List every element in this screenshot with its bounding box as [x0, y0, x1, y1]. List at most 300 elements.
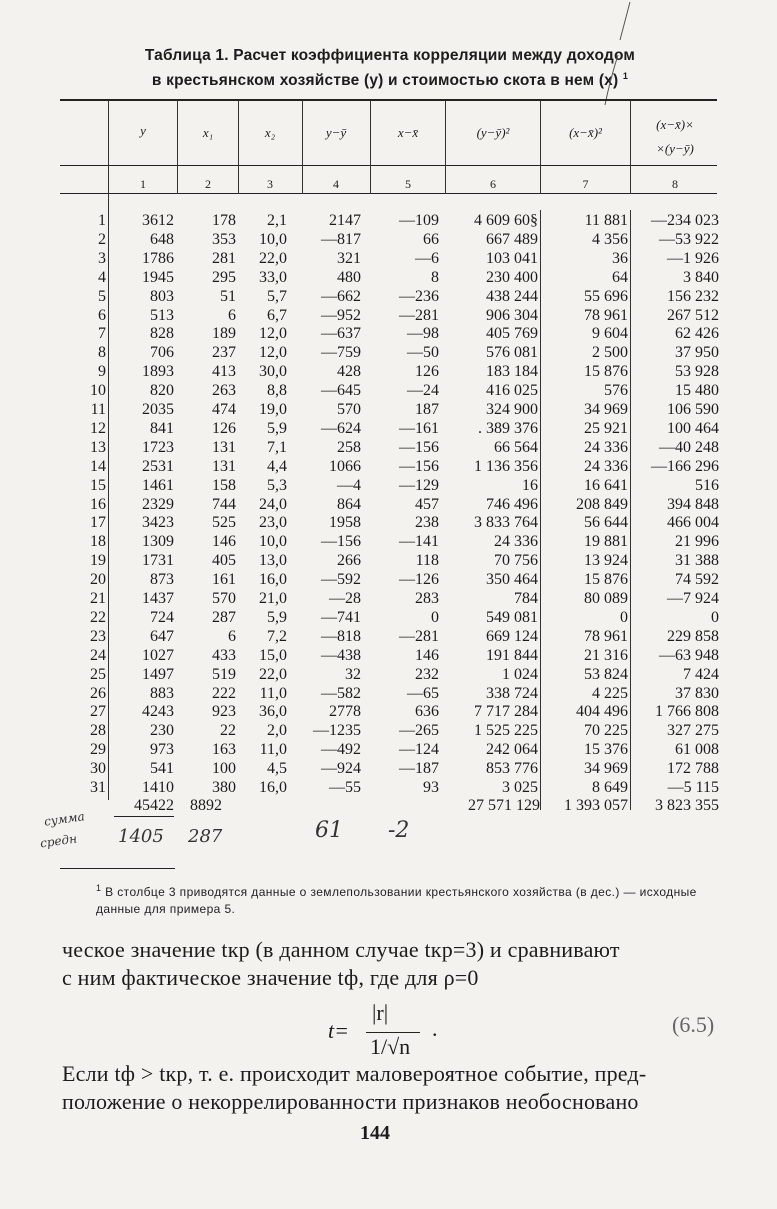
col-number: 8	[672, 177, 678, 191]
row-number: 14	[90, 457, 106, 475]
table-row	[0, 646, 777, 665]
row-number: 18	[90, 533, 106, 551]
row-number: 27	[90, 703, 106, 721]
cell-y-dev-sq: 242 064	[486, 741, 538, 759]
pen-scribble-icon	[560, 0, 640, 110]
cell-x-dev: —187	[399, 760, 439, 778]
cell-x-dev-sq: 56 644	[584, 514, 628, 532]
cell-y-dev: —592	[321, 571, 361, 589]
cell-y: 4243	[142, 703, 174, 721]
cell-product: 37 830	[675, 684, 719, 702]
cell-y: 1437	[142, 590, 174, 607]
cell-product: 74 592	[675, 571, 719, 589]
cell-x1: 263	[212, 382, 236, 400]
formula-dot: .	[432, 1016, 438, 1041]
cell-y: 1723	[142, 438, 174, 456]
cell-y: 3612	[142, 212, 174, 229]
table-row	[0, 457, 777, 476]
cell-y: 1410	[142, 779, 174, 796]
cell-x-dev-sq: 78 961	[584, 306, 628, 324]
cell-y: 883	[150, 684, 174, 702]
cell-y-dev-sq: 66 564	[494, 438, 538, 456]
cell-x-dev: —6	[415, 249, 439, 267]
table-row	[0, 495, 777, 514]
equation-number: (6.5)	[672, 1012, 715, 1037]
total-c6: 27 571 129	[468, 797, 540, 814]
cell-x-dev-sq: 8 649	[592, 779, 628, 796]
cell-product: —7 924	[667, 590, 719, 607]
handwritten-mean-x: 287	[188, 826, 223, 847]
cell-x1: 189	[212, 325, 236, 343]
table-row	[0, 249, 777, 268]
cell-y-dev: —924	[321, 760, 361, 778]
body-line-2: с ним фактическое значение tф, где для ρ=0	[62, 965, 479, 990]
cell-product: 31 388	[675, 552, 719, 570]
cell-x1: 51	[220, 287, 236, 305]
cell-y-dev-sq: 4 609 60§	[474, 212, 538, 229]
cell-y: 2531	[142, 457, 174, 475]
cell-y-dev: 864	[337, 495, 361, 513]
table-row	[0, 589, 777, 608]
row-number: 29	[90, 741, 106, 759]
cell-x2: 13,0	[259, 552, 287, 570]
cell-product: 1 766 808	[655, 703, 719, 721]
cell-x-dev: —98	[407, 325, 439, 343]
cell-y-dev-sq: 230 400	[486, 268, 538, 286]
header-product-1: (x−x̄)×	[656, 117, 694, 132]
cell-x1: 380	[212, 779, 236, 796]
cell-y-dev-sq: 549 081	[486, 608, 538, 626]
cell-y-dev: 258	[337, 438, 361, 456]
table-row	[0, 702, 777, 721]
cell-x1: 744	[212, 495, 236, 513]
cell-x1: 519	[212, 665, 236, 683]
row-number: 9	[98, 363, 106, 381]
cell-product: 53 928	[675, 363, 719, 381]
cell-x-dev-sq: 9 604	[592, 325, 628, 343]
cell-x-dev-sq: 55 696	[584, 287, 628, 305]
table-row	[0, 324, 777, 343]
cell-x2: 19,0	[259, 401, 287, 418]
cell-x-dev-sq: 36	[612, 249, 628, 267]
cell-x-dev: 126	[415, 363, 439, 381]
cell-product: 15 480	[675, 382, 719, 400]
table-row	[0, 778, 777, 797]
cell-y-dev-sq: 906 304	[486, 306, 538, 324]
formula-numerator: |r|	[372, 1000, 389, 1025]
cell-x1: 222	[212, 684, 236, 702]
cell-x2: 10,0	[259, 230, 287, 248]
cell-y-dev-sq: 350 464	[486, 571, 538, 589]
cell-x2: 2,0	[267, 722, 287, 740]
cell-product: 62 426	[675, 325, 719, 343]
row-number: 17	[90, 514, 106, 532]
cell-x-dev: —236	[399, 287, 439, 305]
cell-x-dev: —109	[399, 212, 439, 229]
cell-y-dev-sq: 70 756	[494, 552, 538, 570]
col-number: 7	[582, 177, 589, 191]
cell-product: 394 848	[667, 495, 719, 513]
cell-x2: 8,8	[267, 382, 287, 400]
row-number: 3	[98, 249, 106, 267]
cell-x-dev: 187	[415, 401, 439, 418]
row-number: 21	[90, 590, 106, 607]
cell-y-dev: 32	[345, 665, 361, 683]
cell-x1: 178	[212, 212, 236, 229]
cell-y-dev-sq: 746 496	[486, 495, 538, 513]
cell-y-dev: 1958	[329, 514, 361, 532]
cell-x-dev: —156	[399, 438, 439, 456]
table-row	[0, 268, 777, 287]
cell-x-dev-sq: 19 881	[584, 533, 628, 551]
cell-y-dev: —28	[329, 590, 361, 607]
header-x1: x₁	[202, 125, 214, 140]
table-row	[0, 740, 777, 759]
cell-x-dev-sq: 25 921	[584, 419, 628, 437]
cell-y: 1497	[142, 665, 174, 683]
cell-x2: 12,0	[259, 325, 287, 343]
cell-x2: 36,0	[259, 703, 287, 721]
cell-y: 230	[150, 722, 174, 740]
cell-y: 873	[150, 571, 174, 589]
cell-y: 1731	[142, 552, 174, 570]
cell-y-dev: —817	[321, 230, 361, 248]
table-row	[0, 287, 777, 306]
cell-x-dev: —65	[407, 684, 439, 702]
cell-x1: 433	[212, 646, 236, 664]
cell-y-dev: 266	[337, 552, 361, 570]
cell-x-dev-sq: 0	[620, 608, 628, 626]
cell-x1: 287	[212, 608, 236, 626]
cell-product: —1 926	[667, 249, 719, 267]
cell-y-dev: —156	[321, 533, 361, 551]
cell-x-dev-sq: 15 876	[584, 363, 628, 381]
cell-y-dev-sq: 784	[514, 590, 538, 607]
cell-y-dev: —624	[321, 419, 361, 437]
cell-x1: 525	[212, 514, 236, 532]
cell-x1: 158	[212, 476, 236, 494]
cell-product: —5 115	[667, 779, 719, 796]
cell-y-dev-sq: 16	[522, 476, 538, 494]
handwritten-sum-label: сумма	[43, 809, 86, 829]
table-row	[0, 419, 777, 438]
col-number: 2	[205, 177, 211, 191]
cell-x-dev-sq: 4 356	[592, 230, 628, 248]
cell-x1: 413	[212, 363, 236, 381]
table-row	[0, 306, 777, 325]
cell-x-dev-sq: 2 500	[592, 344, 628, 362]
cell-x-dev: 93	[423, 779, 439, 796]
cell-product: —40 248	[659, 438, 719, 456]
cell-x1: 100	[212, 760, 236, 778]
cell-x1: 281	[212, 249, 236, 267]
cell-y-dev: —645	[321, 382, 361, 400]
row-number: 1	[98, 212, 106, 229]
cell-y: 1027	[142, 646, 174, 664]
cell-product: 37 950	[675, 344, 719, 362]
row-number: 19	[90, 552, 106, 570]
cell-x-dev: 283	[415, 590, 439, 607]
cell-x-dev-sq: 70 225	[584, 722, 628, 740]
cell-x2: 33,0	[259, 268, 287, 286]
cell-x-dev-sq: 80 089	[584, 590, 628, 607]
cell-y-dev-sq: 416 025	[486, 382, 538, 400]
cell-y: 803	[150, 287, 174, 305]
cell-y-dev: —1235	[313, 722, 361, 740]
cell-y: 828	[150, 325, 174, 343]
col-number: 3	[267, 177, 273, 191]
cell-x-dev: 636	[415, 703, 439, 721]
cell-x2: 5,3	[267, 476, 287, 494]
header-product-2: ×(y−ȳ)	[656, 141, 694, 156]
cell-product: 7 424	[683, 665, 719, 683]
caption-line-1: Таблица 1. Расчет коэффициента корреляции между доходом	[144, 47, 636, 64]
cell-y-dev: 480	[337, 268, 361, 286]
cell-y-dev: —4	[337, 476, 361, 494]
table-row	[0, 721, 777, 740]
cell-x2: 11,0	[259, 684, 287, 702]
cell-x-dev: —281	[399, 306, 439, 324]
body-line-1: ческое значение tкр (в данном случае tкр=3) и сравнивают	[62, 937, 620, 962]
row-number: 23	[90, 627, 106, 645]
cell-y-dev: —818	[321, 627, 361, 645]
cell-x-dev: —141	[399, 533, 439, 551]
cell-x2: 16,0	[259, 779, 287, 796]
row-number: 22	[90, 608, 106, 626]
header-x2: x₂	[264, 125, 276, 140]
cell-x-dev-sq: 64	[612, 268, 628, 286]
total-c8: 3 823 355	[655, 797, 719, 814]
row-number: 15	[90, 476, 106, 494]
row-number: 20	[90, 571, 106, 589]
cell-product: 156 232	[667, 287, 719, 305]
cell-y: 820	[150, 382, 174, 400]
cell-y-dev-sq: 183 184	[486, 363, 538, 381]
cell-x1: 6	[228, 627, 236, 645]
cell-y: 1893	[142, 363, 174, 381]
cell-x2: 10,0	[259, 533, 287, 551]
cell-x-dev: 8	[431, 268, 439, 286]
col-number: 5	[405, 177, 411, 191]
cell-x-dev-sq: 576	[604, 382, 628, 400]
row-number: 26	[90, 684, 106, 702]
cell-x1: 353	[212, 230, 236, 248]
cell-x-dev: —161	[399, 419, 439, 437]
cell-y-dev-sq: 324 900	[486, 401, 538, 418]
cell-y-dev: —952	[321, 306, 361, 324]
handwritten-mean-label: средн	[39, 831, 78, 851]
cell-x1: 146	[212, 533, 236, 551]
cell-y: 3423	[142, 514, 174, 532]
header-y: y	[140, 123, 146, 138]
row-number: 12	[90, 419, 106, 437]
cell-x1: 923	[212, 703, 236, 721]
cell-product: 516	[695, 476, 719, 494]
table-top-rule	[60, 99, 717, 101]
cell-x2: 21,0	[259, 590, 287, 607]
cell-y-dev-sq: 3 833 764	[474, 514, 538, 532]
cell-y: 648	[150, 230, 174, 248]
body-line-4: положение о некоррелированности признаков необосновано	[62, 1089, 639, 1114]
cell-x-dev: 232	[415, 665, 439, 683]
cell-y-dev: —55	[329, 779, 361, 796]
footnote	[96, 880, 726, 918]
total-c7: 1 393 057	[564, 797, 628, 814]
table-row	[0, 513, 777, 532]
cell-y-dev: 2778	[329, 703, 361, 721]
table-row	[0, 627, 777, 646]
cell-y-dev: 321	[337, 249, 361, 267]
cell-x2: 7,1	[267, 438, 287, 456]
cell-x2: 30,0	[259, 363, 287, 381]
cell-x2: 12,0	[259, 344, 287, 362]
cell-y-dev-sq: 24 336	[494, 533, 538, 551]
col-number: 6	[490, 177, 496, 191]
cell-y-dev: —759	[321, 344, 361, 362]
cell-y: 724	[150, 608, 174, 626]
cell-y-dev: 570	[337, 401, 361, 418]
table-row	[0, 532, 777, 551]
cell-x1: 474	[212, 401, 236, 418]
row-number: 7	[98, 325, 106, 343]
cell-x-dev-sq: 13 924	[584, 552, 628, 570]
cell-product: 100 464	[667, 419, 719, 437]
cell-y-dev: 428	[337, 363, 361, 381]
cell-y-dev-sq: 1 525 225	[474, 722, 538, 740]
cell-y: 706	[150, 344, 174, 362]
cell-y-dev-sq: 576 081	[486, 344, 538, 362]
header-y-dev-sq: (y−ȳ)²	[476, 125, 510, 140]
cell-y: 2329	[142, 495, 174, 513]
footnote-rule	[60, 868, 175, 869]
cell-x1: 126	[212, 419, 236, 437]
header-x-dev: x−x̄	[397, 125, 419, 140]
cell-product: 466 004	[667, 514, 719, 532]
header-y-dev: y−ȳ	[325, 125, 347, 140]
cell-x1: 570	[212, 590, 236, 607]
table-row	[0, 438, 777, 457]
caption-line-2: в крестьянском хозяйстве (y) и стоимостью скота в нем (x)	[151, 72, 619, 90]
cell-x2: 22,0	[259, 249, 287, 267]
cell-y: 513	[150, 306, 174, 324]
cell-x-dev: 118	[415, 552, 439, 570]
cell-y-dev-sq: 405 769	[486, 325, 538, 343]
cell-x2: 23,0	[259, 514, 287, 532]
cell-x1: 405	[212, 552, 236, 570]
header-x-dev-sq: (x−x̄)²	[569, 125, 602, 140]
cell-product: 267 512	[667, 306, 719, 324]
cell-y-dev: 1066	[329, 457, 361, 475]
cell-x-dev: 66	[423, 230, 439, 248]
body-line-3: Если tф > tкр, т. е. происходит маловероятное событие, пред-	[62, 1061, 647, 1086]
cell-x-dev: —50	[407, 344, 439, 362]
cell-y: 1309	[142, 533, 174, 551]
cell-x1: 163	[212, 741, 236, 759]
col-number: 1	[140, 177, 146, 191]
row-number: 2	[98, 230, 106, 248]
cell-y: 1461	[142, 476, 174, 494]
table-row	[0, 684, 777, 703]
table-row	[0, 211, 777, 230]
page-number: 144	[360, 1122, 390, 1144]
row-number: 30	[90, 760, 106, 778]
cell-x2: 5,9	[267, 608, 287, 626]
cell-product: 172 788	[667, 760, 719, 778]
table-row	[0, 362, 777, 381]
cell-x-dev: —126	[399, 571, 439, 589]
cell-x2: 24,0	[259, 495, 287, 513]
cell-x2: 11,0	[259, 741, 287, 759]
cell-x1: 237	[212, 344, 236, 362]
cell-x-dev: —281	[399, 627, 439, 645]
table-row	[0, 476, 777, 495]
cell-x2: 5,9	[267, 419, 287, 437]
row-number: 16	[90, 495, 106, 513]
table-row	[0, 343, 777, 362]
cell-y: 973	[150, 741, 174, 759]
colnum-rule	[60, 193, 717, 194]
cell-x-dev-sq: 34 969	[584, 760, 628, 778]
cell-y-dev: 2147	[329, 212, 361, 229]
row-number: 11	[90, 401, 106, 418]
cell-y-dev: —492	[321, 741, 361, 759]
cell-x1: 131	[212, 457, 236, 475]
row-number: 25	[90, 665, 106, 683]
table-row	[0, 665, 777, 684]
row-number: 28	[90, 722, 106, 740]
row-number: 6	[98, 306, 106, 324]
cell-x1: 22	[220, 722, 236, 740]
cell-y: 647	[150, 627, 174, 645]
cell-y-dev-sq: . 389 376	[478, 419, 538, 437]
cell-x-dev-sq: 24 336	[584, 438, 628, 456]
cell-y-dev-sq: 7 717 284	[474, 703, 538, 721]
cell-x2: 7,2	[267, 627, 287, 645]
cell-x2: 5,7	[267, 287, 287, 305]
cell-x-dev-sq: 16 641	[584, 476, 628, 494]
cell-product: 327 275	[667, 722, 719, 740]
cell-y: 1945	[142, 268, 174, 286]
cell-y-dev: —662	[321, 287, 361, 305]
cell-y-dev-sq: 1 024	[502, 665, 538, 683]
cell-x2: 22,0	[259, 665, 287, 683]
cell-x-dev-sq: 15 376	[584, 741, 628, 759]
col-number: 4	[333, 177, 339, 191]
handwritten-mean-c4: 61	[315, 818, 343, 843]
cell-x1: 161	[212, 571, 236, 589]
cell-x-dev: 0	[431, 608, 439, 626]
cell-x2: 15,0	[259, 646, 287, 664]
cell-y-dev-sq: 853 776	[486, 760, 538, 778]
cell-x-dev-sq: 34 969	[584, 401, 628, 418]
cell-y-dev-sq: 191 844	[486, 646, 538, 664]
row-number: 24	[90, 646, 106, 664]
table-row	[0, 400, 777, 419]
cell-x2: 2,1	[267, 212, 287, 229]
table-row	[0, 759, 777, 778]
cell-y-dev: —637	[321, 325, 361, 343]
cell-x1: 6	[228, 306, 236, 324]
cell-x-dev-sq: 208 849	[576, 495, 628, 513]
cell-x-dev-sq: 24 336	[584, 457, 628, 475]
table-row	[0, 551, 777, 570]
cell-product: 0	[711, 608, 719, 626]
cell-product: —166 296	[651, 457, 719, 475]
cell-y-dev-sq: 103 041	[486, 249, 538, 267]
cell-y-dev-sq: 669 124	[486, 627, 538, 645]
cell-x-dev-sq: 15 876	[584, 571, 628, 589]
cell-product: 229 858	[667, 627, 719, 645]
